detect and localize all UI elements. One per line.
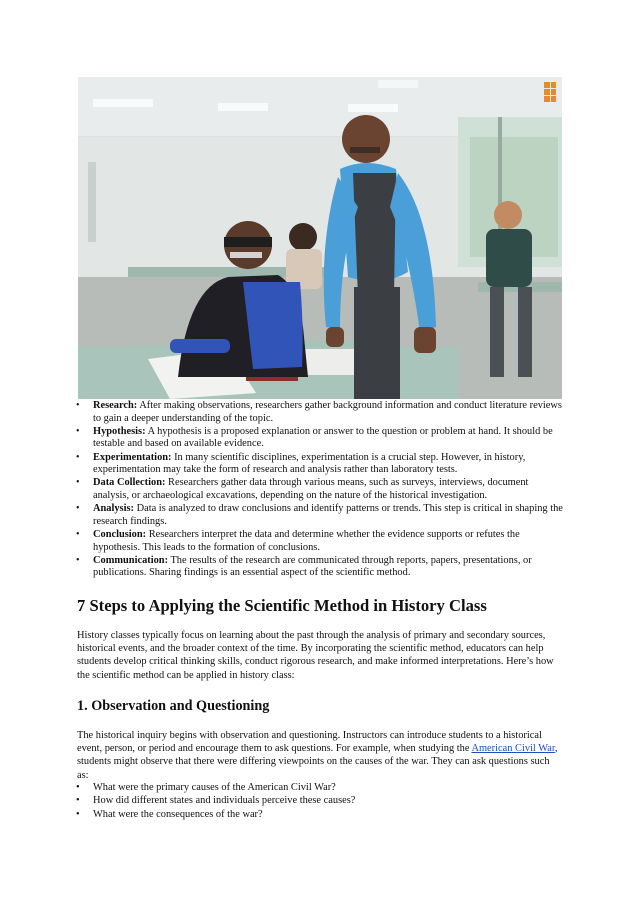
list-item: • How did different states and individuals perceive these causes? bbox=[76, 794, 556, 807]
step-text: A hypothesis is a proposed explanation or answer to the question or problem at hand. It should be testable and based on available evidence. bbox=[93, 425, 553, 450]
paragraph-text: , students might observe that there were differing viewpoints on the causes of the war. They can ask questions such as: bbox=[77, 743, 558, 781]
step-text: Researchers gather data through various means, such as surveys, interviews, document analysis, or archaeological excavations, depending on the nature of the historical investigation. bbox=[93, 477, 529, 501]
questions-list bbox=[76, 781, 556, 821]
list-item bbox=[76, 555, 566, 580]
subsection-heading: 1. Observation and Questioning bbox=[77, 698, 270, 714]
corner-logo-icon bbox=[544, 82, 556, 102]
list-item: • What were the primary causes of the American Civil War? bbox=[76, 781, 556, 794]
list-item bbox=[76, 426, 566, 451]
step-text: Researchers interpret the data and determine whether the evidence supports or refutes the hypothesis. This leads to the formation of conclusions. bbox=[93, 528, 520, 553]
step1-paragraph bbox=[77, 729, 563, 782]
paragraph-text: The historical inquiry begins with observation and questioning. Instructors can introduce students to a historical event, person, or period and encourage them to ask questions. For example, when studying the bbox=[77, 730, 542, 755]
step-text: The results of the research are communicated through reports, papers, presentations, or publications. Sharing findings is an essential aspect of the scientific method. bbox=[93, 554, 532, 579]
step-term: Conclusion: bbox=[93, 528, 147, 540]
intro-paragraph: History classes typically focus on learning about the past through the analysis of primary and secondary sources, historical events, and the broader context of the time. By incorporating the scientific method, educators can help students develop critical thinking skills, conduct rigorous research, and make informed interpretations. Here’s how the scientific method can be applied in history class: bbox=[77, 630, 554, 681]
step-term: Experimentation: bbox=[93, 451, 172, 463]
american-civil-war-link[interactable]: American Civil War bbox=[471, 743, 555, 755]
list-item bbox=[76, 529, 566, 554]
classroom-photo bbox=[78, 77, 562, 399]
step-term: Hypothesis: bbox=[93, 425, 146, 437]
method-steps-list bbox=[76, 400, 566, 580]
list-item bbox=[76, 503, 566, 528]
list-item bbox=[76, 400, 566, 425]
step-term: Data Collection: bbox=[93, 477, 166, 489]
step-text: In many scientific disciplines, experimentation is a crucial step. However, in history, experimentation may take the form of research and analysis rather than laboratory tests. bbox=[93, 451, 526, 476]
step-term: Research: bbox=[93, 400, 138, 411]
section-heading: 7 Steps to Applying the Scientific Method in History Class bbox=[77, 596, 487, 615]
step-text: After making observations, researchers gather background information and conduct literature reviews to gain a deeper understanding of the topic. bbox=[93, 400, 562, 424]
classroom-illustration bbox=[78, 77, 562, 399]
step-term: Analysis: bbox=[93, 503, 134, 515]
list-item bbox=[76, 477, 566, 502]
step-term: Communication: bbox=[93, 554, 169, 566]
list-item bbox=[76, 452, 566, 477]
step-text: Data is analyzed to draw conclusions and identify patterns or trends. This step is critical in shaping the research findings. bbox=[93, 503, 563, 527]
list-item: • What were the consequences of the war? bbox=[76, 808, 556, 821]
